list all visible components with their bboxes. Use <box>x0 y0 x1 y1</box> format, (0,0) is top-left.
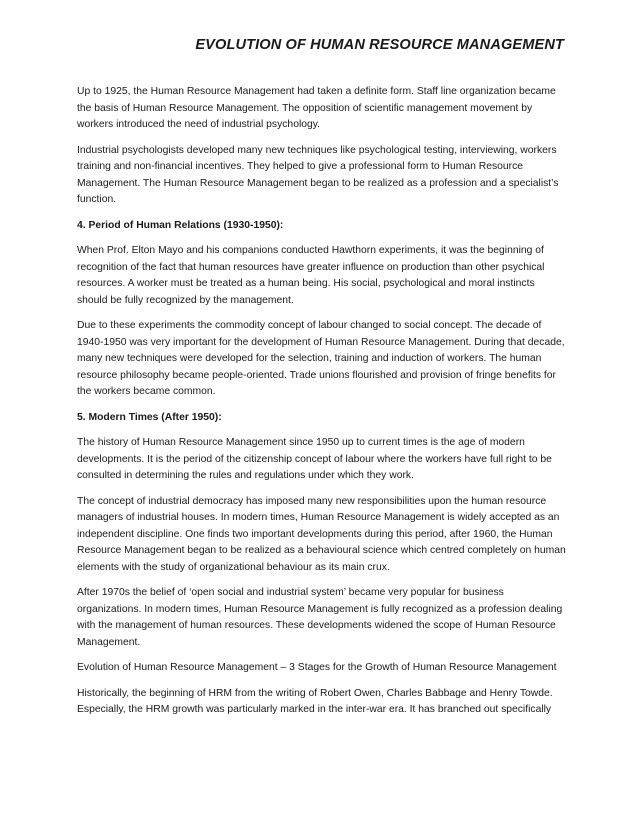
paragraph-7: After 1970s the belief of ‘open social and industrial system’ became very popular for business organizations. In modern times, Human Resource Management is fully recognized as a profession dealing with the management of human resources. These developments widened the scope of Human Resource Management. <box>77 587 563 648</box>
paragraph-2: Industrial psychologists developed many new techniques like psychological testing, interviewing, workers training and non-financial incentives. They helped to give a professional form to Human Resource Management. The Human Resource Management began to be realized as a profession and a specialist’s function. <box>77 144 559 205</box>
paragraph-9: Historically, the beginning of HRM from the writing of Robert Owen, Charles Babbage and Henry Towde. Especially, the HRM growth was particularly marked in the inter-war era. It has branched out specifically <box>77 687 553 715</box>
paragraph-3: When Prof. Elton Mayo and his companions conducted Hawthorn experiments, it was the beginning of recognition of the fact that human resources have greater influence on production than other psychical resources. A worker must be treated as a human being. His social, psychological and moral instincts should be fully recognized by the management. <box>77 245 545 306</box>
paragraph-5: The history of Human Resource Management since 1950 up to current times is the age of modern developments. It is the period of the citizenship concept of labour where the workers have full right to be consulted in determining the rules and regulations under which they work. <box>77 437 552 481</box>
page-header-title: EVOLUTION OF HUMAN RESOURCE MANAGEMENT <box>195 37 564 53</box>
paragraph-8: Evolution of Human Resource Management – 3 Stages for the Growth of Human Resource Management <box>77 662 557 673</box>
section-heading-human-relations: 4. Period of Human Relations (1930-1950): <box>77 219 284 231</box>
paragraph-6: The concept of industrial democracy has imposed many new responsibilities upon the human resource managers of industrial houses. In modern times, Human Resource Management is widely accepted as an independent discipline. One finds two important developments during this period, after 1960, the Human Resource Management began to be realized as a behavioural science which centred completely on human elements with the study of organizational behaviour as its main crux. <box>77 495 566 573</box>
paragraph-1: Up to 1925, the Human Resource Management had taken a definite form. Staff line organization became the basis of Human Resource Management. The opposition of scientific management movement by workers introduced the need of industrial psychology. <box>77 86 556 130</box>
section-heading-modern-times: 5. Modern Times (After 1950): <box>77 411 222 423</box>
paragraph-4: Due to these experiments the commodity concept of labour changed to social concept. The decade of 1940-1950 was very important for the development of Human Resource Management. During that decade, many new techniques were developed for the selection, training and induction of workers. The human resource philosophy became people-oriented. Trade unions flourished and provision of fringe benefits for the workers became common. <box>77 320 565 397</box>
document-body <box>77 84 567 728</box>
